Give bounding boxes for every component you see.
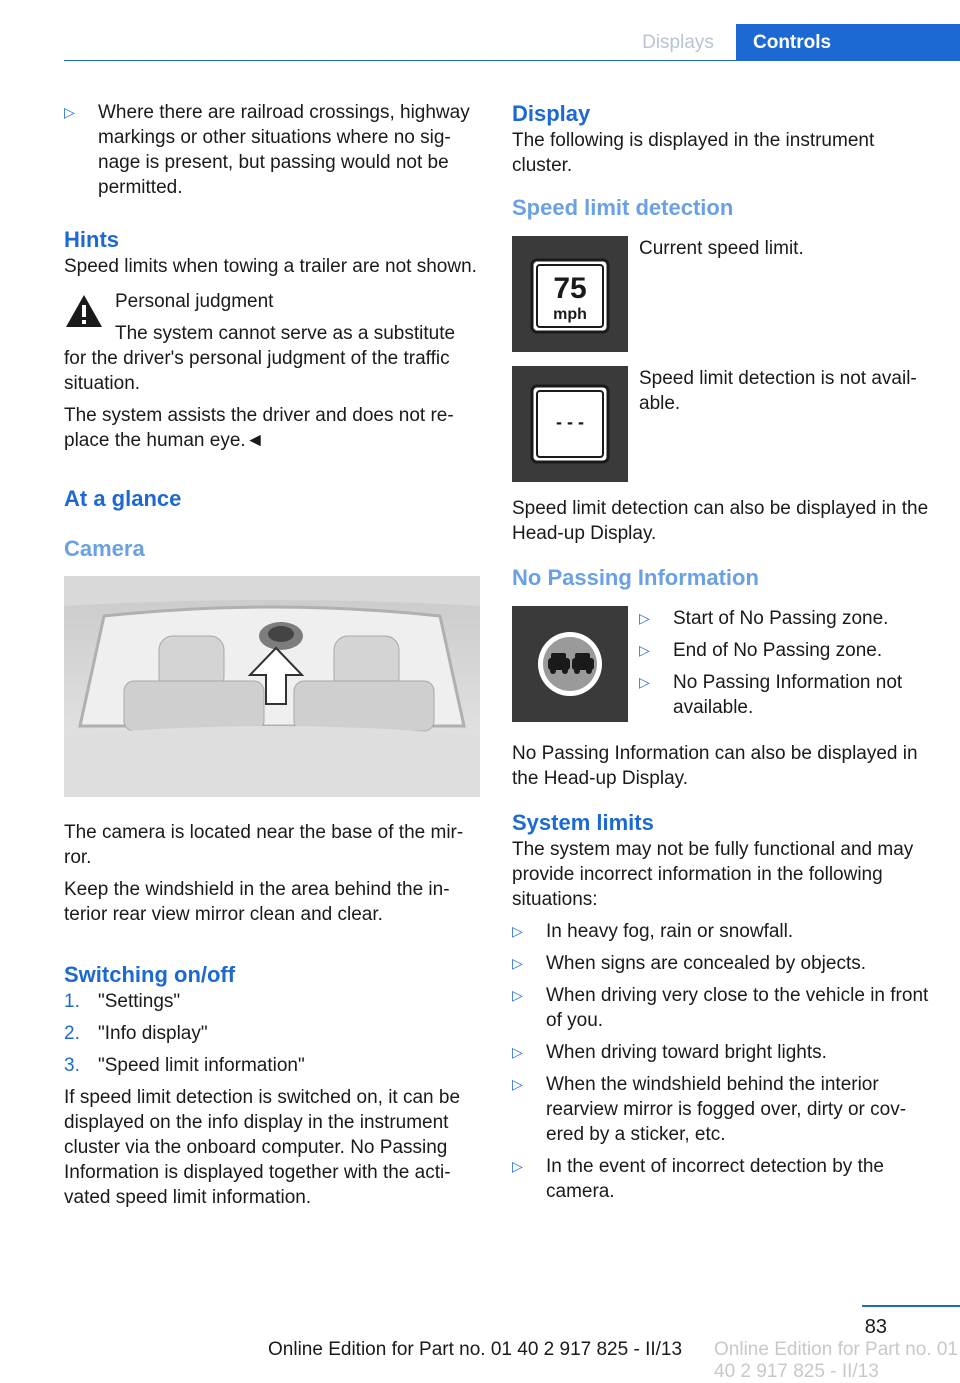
bullet-text: When driving very close to the vehicle in front of you.	[546, 985, 929, 1031]
warning-text: The system cannot serve as a substitute for the driver's personal judgment of the traffic situation.	[64, 323, 456, 394]
bullet-item	[512, 1040, 936, 1065]
right-column	[512, 100, 936, 1211]
hud-text: Speed limit detection can also be displayed in the Head-up Display.	[512, 498, 929, 544]
page-number: 83	[864, 1316, 887, 1338]
bullet-text: When driving toward bright lights.	[546, 1042, 827, 1063]
step-text: "Settings"	[98, 991, 181, 1012]
no-passing-bullets	[639, 606, 936, 727]
bullet-item	[639, 670, 936, 720]
bullet-item	[64, 100, 482, 200]
step-text: "Info display"	[98, 1023, 208, 1044]
camera-heading: Camera	[64, 536, 145, 561]
bullet-text: Where there are railroad crossings, highway markings or other situations where no sig-nage is present, but passing would not be permitted.	[98, 102, 470, 198]
bullet-text: Start of No Passing zone.	[673, 608, 889, 629]
speed-na-caption: Speed limit detection is not avail-able.	[639, 368, 917, 414]
bullet-text: In the event of incorrect detection by the camera.	[546, 1156, 884, 1202]
step-text: "Speed limit information"	[98, 1055, 305, 1076]
camera-clean-text: Keep the windshield in the area behind the in-terior rear view mirror clean and clear.	[64, 879, 450, 925]
speed-na-sign-row	[512, 366, 936, 482]
step-number: 3.	[64, 1055, 80, 1076]
tab-controls[interactable]: Controls	[736, 24, 960, 61]
no-passing-hud-text: No Passing Information can also be displayed in the Head-up Display.	[512, 743, 918, 789]
triangle-right-icon: ▷	[512, 1044, 523, 1060]
header-rule	[64, 60, 960, 61]
warning-triangle-icon	[64, 293, 104, 329]
triangle-right-icon: ▷	[639, 642, 650, 658]
assist-text: The system assists the driver and does not re-place the human eye.◄	[64, 405, 454, 451]
camera-location-illustration	[64, 576, 480, 797]
sign-speed-number: 75	[553, 272, 587, 305]
display-heading: Display	[512, 101, 591, 126]
display-text: The following is displayed in the instrument cluster.	[512, 130, 875, 176]
speed-limit-detection-heading: Speed limit detection	[512, 195, 734, 220]
bullet-item	[639, 638, 936, 663]
system-limits-text: The system may not be fully functional and may provide incorrect information in the following situations:	[512, 839, 914, 910]
triangle-right-icon: ▷	[639, 610, 650, 626]
switching-heading: Switching on/off	[64, 962, 236, 987]
triangle-right-icon: ▷	[512, 955, 523, 971]
left-column	[64, 100, 482, 1217]
bullet-text: No Passing Information not available.	[673, 672, 903, 718]
bullet-item	[639, 606, 936, 631]
triangle-right-icon: ▷	[64, 104, 75, 120]
triangle-right-icon: ▷	[512, 1076, 523, 1092]
at-a-glance-heading: At a glance	[64, 486, 182, 511]
watermark-text: Online Edition for Part no. 01 40 2 917 825 - II/13	[714, 1339, 958, 1382]
step-item	[64, 989, 482, 1014]
sign-speed-unit: mph	[553, 306, 587, 323]
bullet-item	[512, 951, 936, 976]
bullet-text: In heavy fog, rain or snowfall.	[546, 921, 794, 942]
tab-displays[interactable]: Displays	[642, 32, 714, 53]
no-passing-sign-icon	[512, 606, 628, 722]
camera-location-text: The camera is located near the base of the mir-ror.	[64, 822, 464, 868]
no-passing-heading: No Passing Information	[512, 565, 759, 590]
header-tabs	[620, 24, 960, 61]
warning-box	[64, 289, 482, 396]
triangle-right-icon: ▷	[639, 674, 650, 690]
bullet-item	[512, 983, 936, 1033]
step-item	[64, 1021, 482, 1046]
bullet-text: End of No Passing zone.	[673, 640, 883, 661]
system-limits-heading: System limits	[512, 810, 654, 835]
bullet-item	[512, 1154, 936, 1204]
step-number: 2.	[64, 1023, 80, 1044]
bullet-text: When signs are concealed by objects.	[546, 953, 867, 974]
edition-text: Online Edition for Part no. 01 40 2 917 825 - II/13	[268, 1339, 683, 1360]
no-passing-row	[512, 606, 936, 727]
step-item	[64, 1053, 482, 1078]
warning-title: Personal judgment	[115, 291, 274, 312]
hints-text: Speed limits when towing a trailer are not shown.	[64, 256, 477, 277]
speed-limit-sign-icon	[512, 236, 628, 352]
footer-rule	[862, 1305, 960, 1307]
speed-limit-sign-row	[512, 236, 936, 352]
switching-text: If speed limit detection is switched on, it can be displayed on the info display in the instrument cluster via the onboard computer. No Passing Information is displayed together with the acti-vated speed limit information.	[64, 1087, 461, 1208]
triangle-right-icon: ▷	[512, 987, 523, 1003]
bullet-text: When the windshield behind the interior rearview mirror is fogged over, dirty or cov-ered by a sticker, etc.	[546, 1074, 907, 1145]
triangle-right-icon: ▷	[512, 923, 523, 939]
bullet-item	[512, 919, 936, 944]
current-speed-caption: Current speed limit.	[639, 238, 804, 259]
hints-heading: Hints	[64, 227, 119, 252]
bullet-item	[512, 1072, 936, 1147]
step-number: 1.	[64, 991, 80, 1012]
triangle-right-icon: ▷	[512, 1158, 523, 1174]
sign-dash-text: - - -	[556, 412, 584, 432]
speed-limit-unavailable-icon	[512, 366, 628, 482]
